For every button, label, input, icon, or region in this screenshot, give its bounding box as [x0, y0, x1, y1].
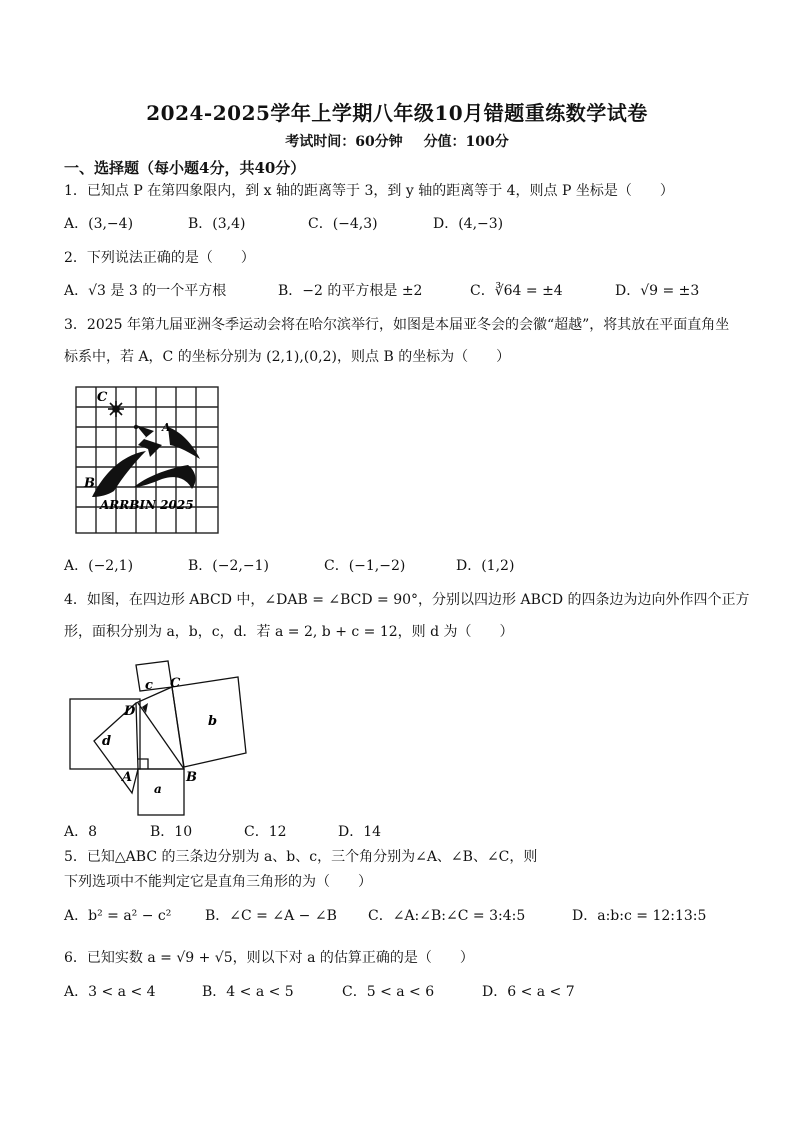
exam-time: 考试时间：60分钟: [285, 134, 403, 150]
question-6-stem: 6．已知实数 a = √9 + √5，则以下对 a 的估算正确的是（ ）: [64, 950, 474, 966]
q5-option-c[interactable]: C．∠A:∠B:∠C = 3:4:5: [368, 908, 526, 924]
q1-option-c[interactable]: C．(−4,3): [308, 216, 378, 232]
label-point-c: C: [170, 676, 181, 691]
q5-option-b[interactable]: B．∠C = ∠A − ∠B: [205, 908, 337, 924]
q1-option-a[interactable]: A．(3,−4): [64, 216, 134, 232]
q1-option-d[interactable]: D．(4,−3): [433, 216, 504, 232]
q6-option-a[interactable]: A．3 < a < 4: [64, 984, 156, 1000]
question-3-stem-line-2: 标系中，若 A，C 的坐标分别为 (2,1),(0,2)，则点 B 的坐标为（ ）: [64, 349, 511, 365]
label-area-d: d: [102, 734, 112, 749]
label-area-a: a: [154, 782, 162, 796]
question-5-stem-line-1: 5．已知△ABC 的三条边分别为 a、b、c，三个角分别为∠A、∠B、∠C，则: [64, 849, 538, 865]
q4-option-a[interactable]: A．8: [64, 824, 98, 840]
question-2-stem: 2．下列说法正确的是（ ）: [64, 250, 255, 266]
label-point-a: A: [122, 770, 133, 785]
question-4-stem-line-2: 形，面积分别为 a，b，c，d．若 a = 2, b + c = 12，则 d 为（ ）: [64, 624, 514, 640]
point-a-label: A: [162, 421, 171, 434]
question-1-stem: 1．已知点 P 在第四象限内，到 x 轴的距离等于 3，到 y 轴的距离等于 4，则点 P 坐标是（ ）: [64, 183, 674, 199]
q1-option-b[interactable]: B．(3,4): [188, 216, 246, 232]
exam-subtitle: [0, 131, 794, 151]
q4-option-c[interactable]: C．12: [244, 824, 287, 840]
emblem-mark: [92, 425, 200, 497]
exam-title: 2024-2025学年上学期八年级10月错题重练数学试卷: [146, 101, 648, 125]
q3-option-c[interactable]: C．(−1,−2): [324, 558, 406, 574]
q6-option-b[interactable]: B．4 < a < 5: [202, 984, 294, 1000]
label-point-b: B: [186, 770, 197, 785]
q4-option-b[interactable]: B．10: [150, 824, 193, 840]
q2-option-a[interactable]: A．√3 是 3 的一个平方根: [64, 283, 227, 299]
q2-option-c[interactable]: C．∛64 = ±4: [470, 283, 563, 299]
q5-option-d[interactable]: D．a:b:c = 12:13:5: [572, 908, 707, 924]
q4-option-d[interactable]: D．14: [338, 824, 382, 840]
q4-squares-figure: [66, 657, 266, 817]
question-3-stem-line-1: 3．2025 年第九届亚洲冬季运动会将在哈尔滨举行，如图是本届亚冬会的会徽“超越”，将其放在平面直角坐: [64, 317, 730, 333]
section-heading: 一、选择题（每小题4分，共40分）: [64, 159, 306, 177]
q3-option-a[interactable]: A．(−2,1): [64, 558, 134, 574]
point-b-label: B: [84, 476, 95, 491]
q3-emblem-figure: [74, 385, 220, 535]
q6-option-d[interactable]: D．6 < a < 7: [482, 984, 575, 1000]
q6-option-c[interactable]: C．5 < a < 6: [342, 984, 435, 1000]
exam-score: 分值：100分: [423, 134, 509, 150]
q3-option-b[interactable]: B．(−2,−1): [188, 558, 269, 574]
q2-option-d[interactable]: D．√9 = ±3: [615, 283, 700, 299]
question-4-stem-line-1: 4．如图，在四边形 ABCD 中，∠DAB = ∠BCD = 90°，分别以四边形 ABCD 的四条边为边向外作四个正方: [64, 592, 750, 608]
snowflake-icon: [108, 401, 124, 417]
q3-option-d[interactable]: D．(1,2): [456, 558, 515, 574]
label-area-b: b: [208, 714, 218, 729]
emblem-caption: ARRBIN 2025: [100, 498, 194, 512]
point-c-label: C: [97, 390, 108, 405]
label-c-small: c: [145, 678, 153, 693]
label-point-d: D: [124, 704, 136, 719]
q5-option-a[interactable]: A．b² = a² − c²: [64, 908, 172, 924]
question-5-stem-line-2: 下列选项中不能判定它是直角三角形的为（ ）: [64, 874, 372, 890]
q2-option-b[interactable]: B．−2 的平方根是 ±2: [278, 283, 423, 299]
